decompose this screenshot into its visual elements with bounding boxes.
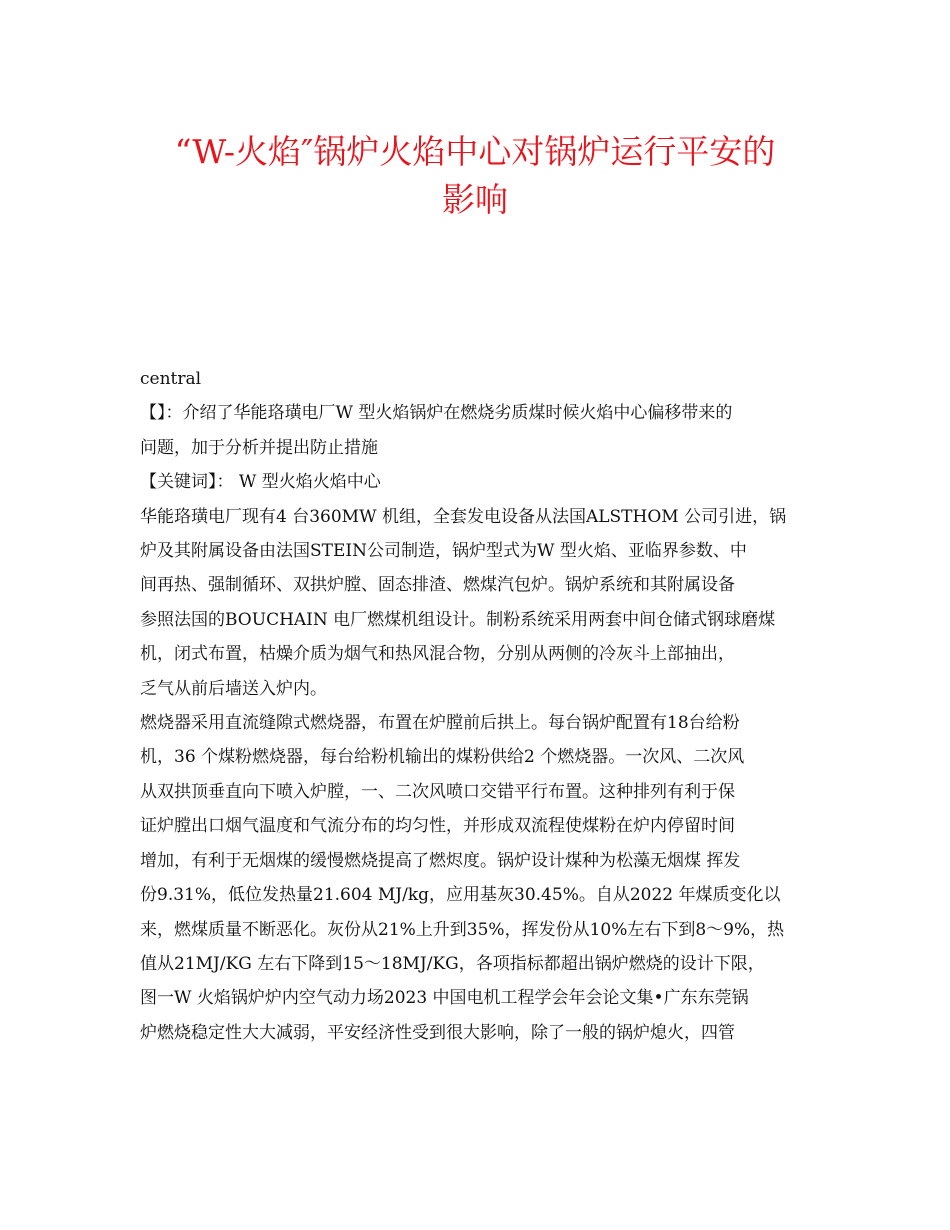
title-line-2: 影响 [442,180,508,219]
text-line: 参照法国的BOUCHAIN 电厂燃煤机组设计。制粉系统采用两套中间仓储式钢球磨煤 [140,609,776,630]
title-line-1: “W-火焰″锅炉火焰中心对锅炉运行平安的 [174,132,776,171]
text-line: 从双拱顶垂直向下喷入炉膛，一、二次风喷口交错平行布置。这种排列有利于保 [140,781,735,802]
text-line: 增加，有利于无烟煤的缓慢燃烧提高了燃烬度。锅炉设计煤种为松藻无烟煤 挥发 [140,850,741,871]
text-line: 华能珞璜电厂现有4 台360MW 机组，全套发电设备从法国ALSTHOM 公司引进，锅 [140,506,787,527]
text-line: 间再热、强制循环、双拱炉膛、固态排渣、燃煤汽包炉。锅炉系统和其附属设备 [140,575,735,596]
text-line: 来，燃煤质量不断恶化。灰份从21%上升到35%，挥发份从10%左右下到8～9%，热 [140,919,785,940]
text-line: 机，闭式布置，枯燥介质为烟气和热风混合物，分别从两侧的冷灰斗上部抽出， [140,644,735,665]
text-line: 炉燃烧稳定性大大减弱，平安经济性受到很大影响，除了一般的锅炉熄火，四管 [140,1022,735,1043]
document-body [140,362,820,1050]
text-line: 证炉膛出口烟气温度和气流分布的均匀性，并形成双流程使煤粉在炉内停留时间 [140,816,735,837]
text-line: 【关键词】： W 型火焰火焰中心 [140,472,381,493]
text-line: 燃烧器采用直流缝隙式燃烧器，布置在炉膛前后拱上。每台锅炉配置有18台给粉 [140,713,740,734]
text-line: 【】：介绍了华能珞璜电厂W 型火焰锅炉在燃烧劣质煤时候火焰中心偏移带来的 [140,403,733,424]
text-line: central [140,369,202,389]
text-line: 份9.31%，低位发热量21.604 MJ/kg，应用基灰30.45%。自从2022 年煤质变化以 [140,885,781,906]
text-line: 炉及其附属设备由法国STEIN公司制造，锅炉型式为W 型火焰、亚临界参数、中 [140,541,747,562]
text-line: 值从21MJ/KG 左右下降到15～18MJ/KG，各项指标都超出锅炉燃烧的设计下限， [140,953,765,974]
text-line: 问题，加于分析并提出防止措施 [140,437,378,458]
text-line: 乏气从前后墙送入炉内。 [140,678,327,699]
document-title [100,128,850,224]
text-line: 机，36 个煤粉燃烧器，每台给粉机输出的煤粉供给2 个燃烧器。一次风、二次风 [140,747,745,768]
text-line: 图一W 火焰锅炉炉内空气动力场2023 中国电机工程学会年会论文集•广东东莞锅 [140,988,749,1009]
